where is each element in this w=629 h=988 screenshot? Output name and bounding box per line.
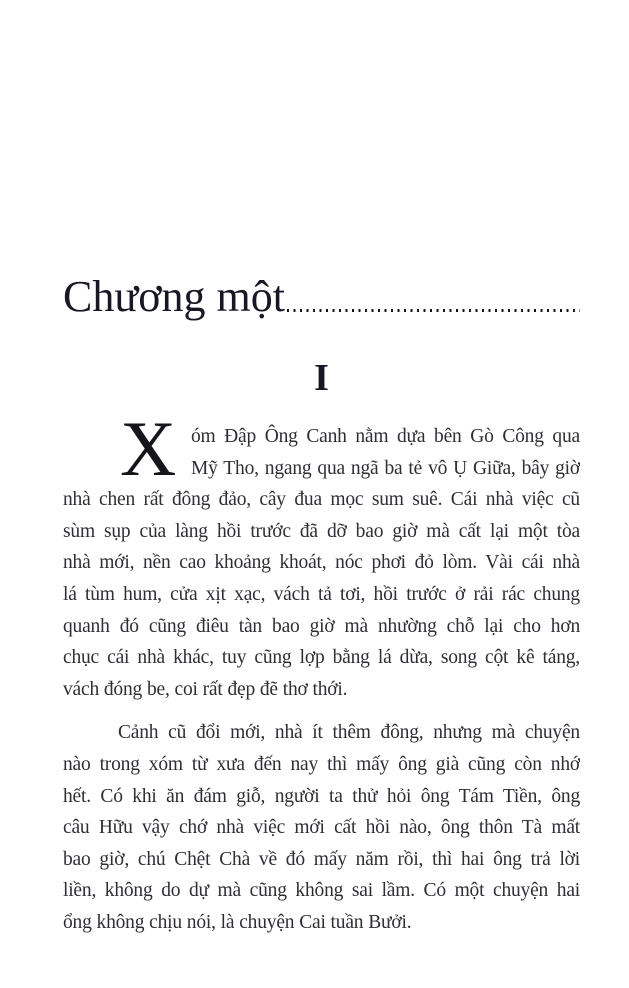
text-line: nào trong xóm từ xưa đến nay thì mấy ông già cũng còn nhớ: [63, 753, 580, 775]
chapter-heading-row: [63, 272, 580, 322]
text-line: nhà chen rất đông đảo, cây đua mọc sum suê. Cái nhà việc cũ: [63, 489, 580, 511]
text-line: óm Đập Ông Canh nằm dựa bên Gò Công qua: [191, 426, 580, 447]
text-line: liền, không do dự mà cũng không sai lầm. Có một chuyện hai: [63, 880, 580, 902]
text-line: Cảnh cũ đổi mới, nhà ít thêm đông, nhưng mà chuyện: [118, 722, 580, 744]
text-line: nhà mới, nền cao khoảng khoát, nóc phơi đỏ lòm. Vài cái nhà: [63, 552, 580, 574]
text-line: chục cái nhà khác, tuy cũng lợp bằng lá dừa, song cột kê táng,: [63, 647, 580, 669]
paragraph-1: [63, 405, 580, 705]
text-line: sùm sụp của làng hồi trước đã dỡ bao giờ mà cất lại một tòa: [63, 520, 580, 542]
text-line: lá tùm hum, cửa xịt xạc, vách tả tơi, hồi trước ở rải rác chung: [63, 583, 580, 605]
dotted-leader: [287, 309, 580, 312]
drop-cap: X: [120, 405, 177, 492]
text-line: bao giờ, chú Chệt Chà về đó mấy năm rồi, thì hai ông trả lời: [63, 848, 580, 870]
text-line: vách đóng be, coi rất đẹp đẽ thơ thới.: [63, 678, 348, 700]
text-line: hết. Có khi ăn đám giỗ, người ta thử hỏi ông Tám Tiền, ông: [63, 785, 580, 807]
paragraph-2: [63, 717, 580, 938]
text-line: quanh đó cũng điêu tàn bao giờ mà nhường chỗ lại cho hơn: [63, 615, 580, 637]
chapter-heading: Chương một: [63, 272, 285, 321]
text-line: Mỹ Tho, ngang qua ngã ba tẻ vô Ụ Giữa, bây giờ: [191, 457, 580, 479]
text-line: ổng không chịu nói, là chuyện Cai tuần Bưởi.: [63, 911, 412, 933]
text-line: câu Hữu vậy chớ nhà việc mới cất hồi nào, ông thôn Tà mất: [63, 817, 580, 839]
body-text: [63, 405, 580, 939]
section-number: I: [314, 357, 329, 399]
